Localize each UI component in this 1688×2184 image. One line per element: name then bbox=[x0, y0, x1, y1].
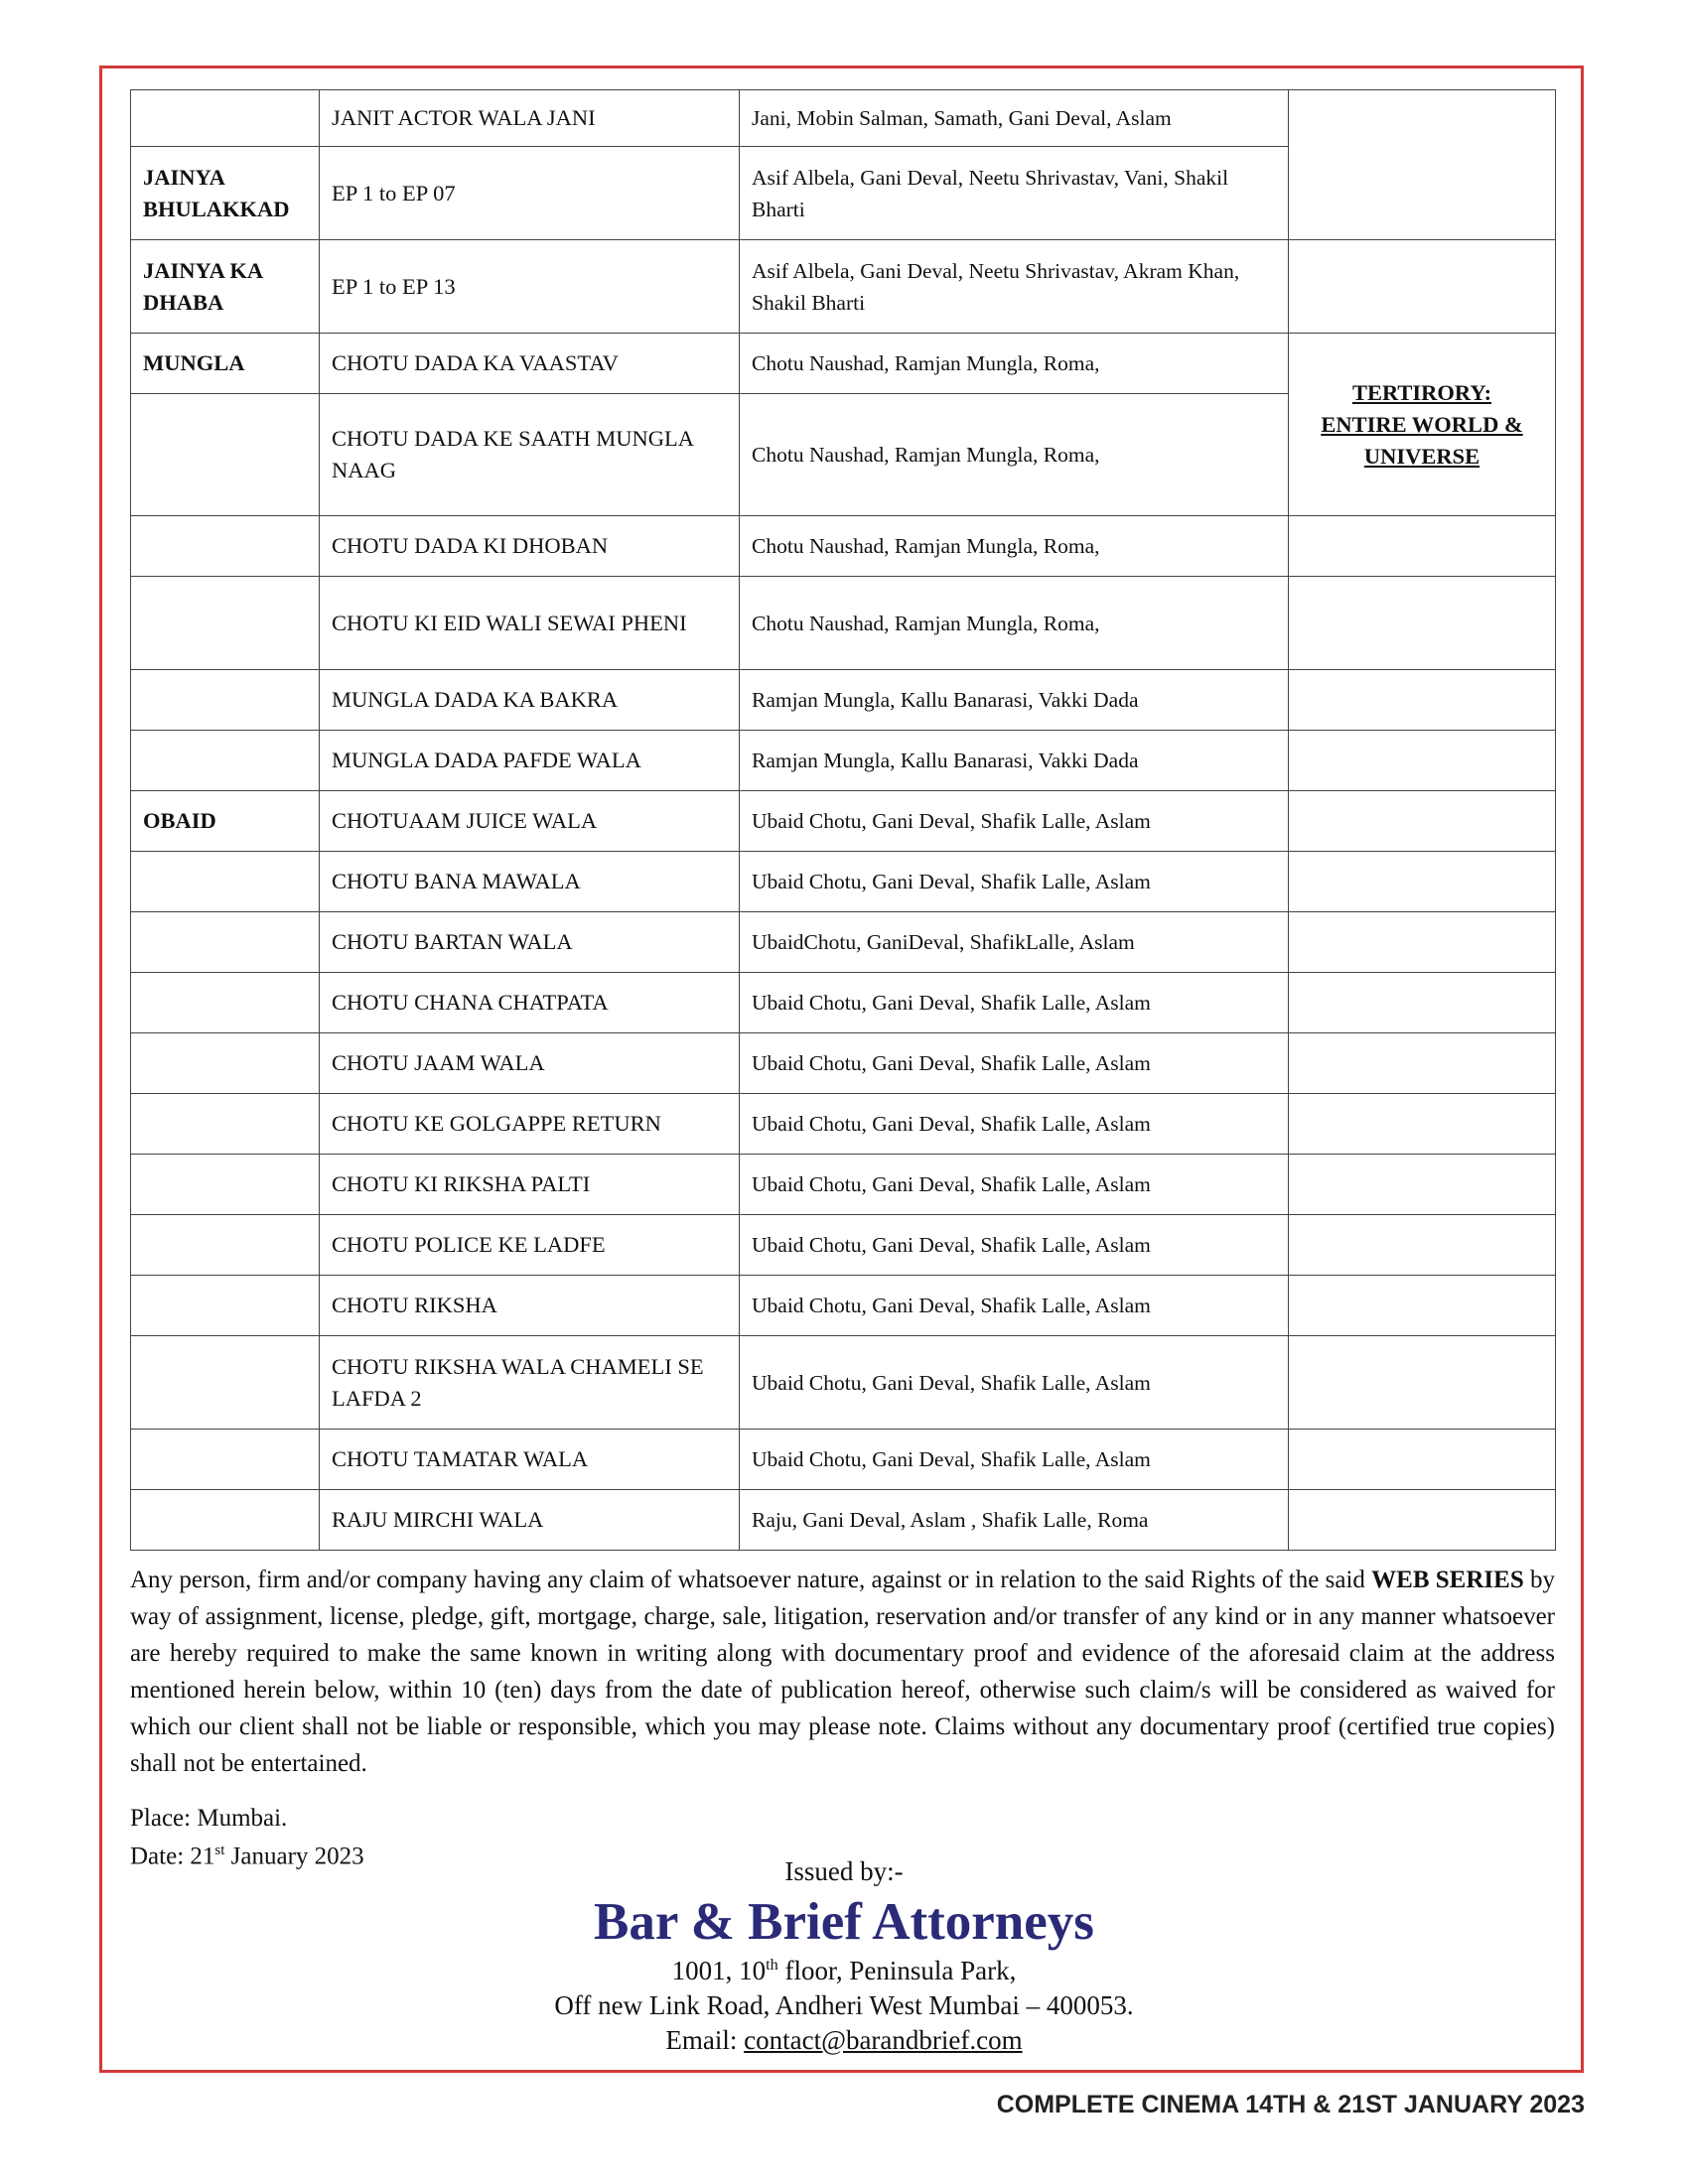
series-cell: JAINYA BHULAKKAD bbox=[131, 147, 320, 240]
cast-cell: UbaidChotu, GaniDeval, ShafikLalle, Aslam bbox=[740, 912, 1289, 973]
series-cell bbox=[131, 577, 320, 670]
table-row bbox=[131, 240, 1556, 334]
cast-cell: Asif Albela, Gani Deval, Neetu Shrivastav, Akram Khan, Shakil Bharti bbox=[740, 240, 1289, 334]
table-row bbox=[131, 1430, 1556, 1490]
territory-cell-empty bbox=[1289, 912, 1556, 973]
title-cell: CHOTUAAM JUICE WALA bbox=[320, 791, 740, 852]
cast-cell: Ubaid Chotu, Gani Deval, Shafik Lalle, Aslam bbox=[740, 1336, 1289, 1430]
table-row bbox=[131, 1033, 1556, 1094]
notice-paragraph: Any person, firm and/or company having any claim of whatsoever nature, against or in relation to the said Rights of the said WEB SERIES by way of assignment, license, pledge, gift, mortgage, charge, sale, litigation, reservation and/or transfer of any kind or in any manner whatsoever are hereby required to make the same known in writing along with documentary proof and evidence of the aforesaid claim at the address mentioned herein below, within 10 (ten) days from the date of publication hereof, otherwise such claim/s will be considered as waived for which our client shall not be liable or responsible, which you may please note. Claims without any documentary proof (certified true copies) shall not be entertained. bbox=[130, 1567, 1555, 1777]
territory-cell-empty bbox=[1289, 1215, 1556, 1276]
cast-cell: Raju, Gani Deval, Aslam , Shafik Lalle, Roma bbox=[740, 1490, 1289, 1551]
table-row bbox=[131, 90, 1556, 147]
cast-cell: Ubaid Chotu, Gani Deval, Shafik Lalle, Aslam bbox=[740, 1155, 1289, 1215]
series-cell bbox=[131, 1276, 320, 1336]
table-row bbox=[131, 577, 1556, 670]
territory-cell-empty bbox=[1289, 1155, 1556, 1215]
territory-cell-empty bbox=[1289, 1094, 1556, 1155]
title-cell: CHOTU KE GOLGAPPE RETURN bbox=[320, 1094, 740, 1155]
title-cell: CHOTU JAAM WALA bbox=[320, 1033, 740, 1094]
territory-cell-empty bbox=[1289, 973, 1556, 1033]
title-cell: CHOTU TAMATAR WALA bbox=[320, 1430, 740, 1490]
title-cell: EP 1 to EP 13 bbox=[320, 240, 740, 334]
cast-cell: Chotu Naushad, Ramjan Mungla, Roma, bbox=[740, 516, 1289, 577]
table-row bbox=[131, 1276, 1556, 1336]
title-cell: MUNGLA DADA KA BAKRA bbox=[320, 670, 740, 731]
title-cell: CHOTU POLICE KE LADFE bbox=[320, 1215, 740, 1276]
territory-cell-empty bbox=[1289, 1033, 1556, 1094]
series-cell bbox=[131, 1155, 320, 1215]
title-cell: CHOTU KI RIKSHA PALTI bbox=[320, 1155, 740, 1215]
title-cell: MUNGLA DADA PAFDE WALA bbox=[320, 731, 740, 791]
territory-cell-empty bbox=[1289, 1276, 1556, 1336]
territory-cell-empty bbox=[1289, 90, 1556, 240]
series-cell bbox=[131, 1094, 320, 1155]
territory-cell-empty bbox=[1289, 670, 1556, 731]
title-cell: CHOTU DADA KA VAASTAV bbox=[320, 334, 740, 394]
web-series-bold: WEB SERIES bbox=[1371, 1567, 1524, 1593]
territory-cell-empty bbox=[1289, 240, 1556, 334]
table-row bbox=[131, 1155, 1556, 1215]
publication-footer: COMPLETE CINEMA 14TH & 21ST JANUARY 2023 bbox=[996, 2091, 1585, 2118]
territory-line: UNIVERSE bbox=[1363, 443, 1480, 469]
series-cell bbox=[131, 912, 320, 973]
series-cell bbox=[131, 973, 320, 1033]
email-link[interactable]: contact@barandbrief.com bbox=[744, 2025, 1023, 2055]
place-line: Place: Mumbai. bbox=[130, 1805, 288, 1832]
table-row bbox=[131, 912, 1556, 973]
cast-cell: Ubaid Chotu, Gani Deval, Shafik Lalle, Aslam bbox=[740, 1215, 1289, 1276]
series-cell: MUNGLA bbox=[131, 334, 320, 394]
territory-line: ENTIRE WORLD & bbox=[1321, 411, 1523, 437]
table-row bbox=[131, 852, 1556, 912]
territory-cell bbox=[1289, 334, 1556, 516]
series-cell bbox=[131, 394, 320, 516]
territory-line: TERTIRORY: bbox=[1351, 379, 1492, 405]
series-cell bbox=[131, 670, 320, 731]
cast-cell: Jani, Mobin Salman, Samath, Gani Deval, Aslam bbox=[740, 90, 1289, 147]
cast-cell: Ubaid Chotu, Gani Deval, Shafik Lalle, Aslam bbox=[740, 1430, 1289, 1490]
series-cell bbox=[131, 516, 320, 577]
title-cell: CHOTU DADA KE SAATH MUNGLA NAAG bbox=[320, 394, 740, 516]
title-cell: RAJU MIRCHI WALA bbox=[320, 1490, 740, 1551]
title-cell: CHOTU BARTAN WALA bbox=[320, 912, 740, 973]
cast-cell: Ubaid Chotu, Gani Deval, Shafik Lalle, Aslam bbox=[740, 1033, 1289, 1094]
cast-cell: Ubaid Chotu, Gani Deval, Shafik Lalle, Aslam bbox=[740, 1276, 1289, 1336]
series-cell bbox=[131, 1430, 320, 1490]
territory-cell-empty bbox=[1289, 1336, 1556, 1430]
table-row bbox=[131, 1094, 1556, 1155]
territory-cell-empty bbox=[1289, 731, 1556, 791]
territory-cell-empty bbox=[1289, 1490, 1556, 1551]
series-cell bbox=[131, 1033, 320, 1094]
cast-cell: Ramjan Mungla, Kallu Banarasi, Vakki Dada bbox=[740, 731, 1289, 791]
territory-cell-empty bbox=[1289, 791, 1556, 852]
title-cell: CHOTU BANA MAWALA bbox=[320, 852, 740, 912]
date-line: Date: 21st January 2023 bbox=[130, 1843, 364, 1870]
cast-cell: Ramjan Mungla, Kallu Banarasi, Vakki Dada bbox=[740, 670, 1289, 731]
title-cell: CHOTU RIKSHA bbox=[320, 1276, 740, 1336]
series-cell bbox=[131, 731, 320, 791]
cast-cell: Ubaid Chotu, Gani Deval, Shafik Lalle, Aslam bbox=[740, 852, 1289, 912]
cast-cell: Asif Albela, Gani Deval, Neetu Shrivastav, Vani, Shakil Bharti bbox=[740, 147, 1289, 240]
territory-cell-empty bbox=[1289, 1430, 1556, 1490]
table-row bbox=[131, 731, 1556, 791]
issued-by-label: Issued by:- bbox=[784, 1856, 904, 1886]
table-row bbox=[131, 334, 1556, 394]
cast-cell: Ubaid Chotu, Gani Deval, Shafik Lalle, Aslam bbox=[740, 973, 1289, 1033]
rights-table bbox=[130, 89, 1556, 1551]
cast-cell: Chotu Naushad, Ramjan Mungla, Roma, bbox=[740, 577, 1289, 670]
series-cell: OBAID bbox=[131, 791, 320, 852]
title-cell: CHOTU CHANA CHATPATA bbox=[320, 973, 740, 1033]
title-cell: CHOTU RIKSHA WALA CHAMELI SE LAFDA 2 bbox=[320, 1336, 740, 1430]
series-cell: JAINYA KA DHABA bbox=[131, 240, 320, 334]
table-row bbox=[131, 1490, 1556, 1551]
series-cell bbox=[131, 1336, 320, 1430]
title-cell: EP 1 to EP 07 bbox=[320, 147, 740, 240]
series-cell bbox=[131, 1490, 320, 1551]
firm-name: Bar & Brief Attorneys bbox=[594, 1893, 1094, 1951]
territory-cell-empty bbox=[1289, 577, 1556, 670]
cast-cell: Chotu Naushad, Ramjan Mungla, Roma, bbox=[740, 394, 1289, 516]
series-cell bbox=[131, 90, 320, 147]
table-row bbox=[131, 973, 1556, 1033]
table-row bbox=[131, 1215, 1556, 1276]
series-cell bbox=[131, 1215, 320, 1276]
email-line: Email: contact@barandbrief.com bbox=[665, 2025, 1023, 2055]
address-line-2: Off new Link Road, Andheri West Mumbai – 400053. bbox=[554, 1990, 1134, 2020]
title-cell: CHOTU DADA KI DHOBAN bbox=[320, 516, 740, 577]
series-cell bbox=[131, 852, 320, 912]
table-row bbox=[131, 791, 1556, 852]
cast-cell: Ubaid Chotu, Gani Deval, Shafik Lalle, Aslam bbox=[740, 791, 1289, 852]
cast-cell: Chotu Naushad, Ramjan Mungla, Roma, bbox=[740, 334, 1289, 394]
territory-cell-empty bbox=[1289, 852, 1556, 912]
title-cell: JANIT ACTOR WALA JANI bbox=[320, 90, 740, 147]
address-line-1: 1001, 10th floor, Peninsula Park, bbox=[671, 1956, 1017, 1985]
table-row bbox=[131, 516, 1556, 577]
cast-cell: Ubaid Chotu, Gani Deval, Shafik Lalle, Aslam bbox=[740, 1094, 1289, 1155]
table-row bbox=[131, 670, 1556, 731]
title-cell: CHOTU KI EID WALI SEWAI PHENI bbox=[320, 577, 740, 670]
table-row bbox=[131, 1336, 1556, 1430]
territory-cell-empty bbox=[1289, 516, 1556, 577]
